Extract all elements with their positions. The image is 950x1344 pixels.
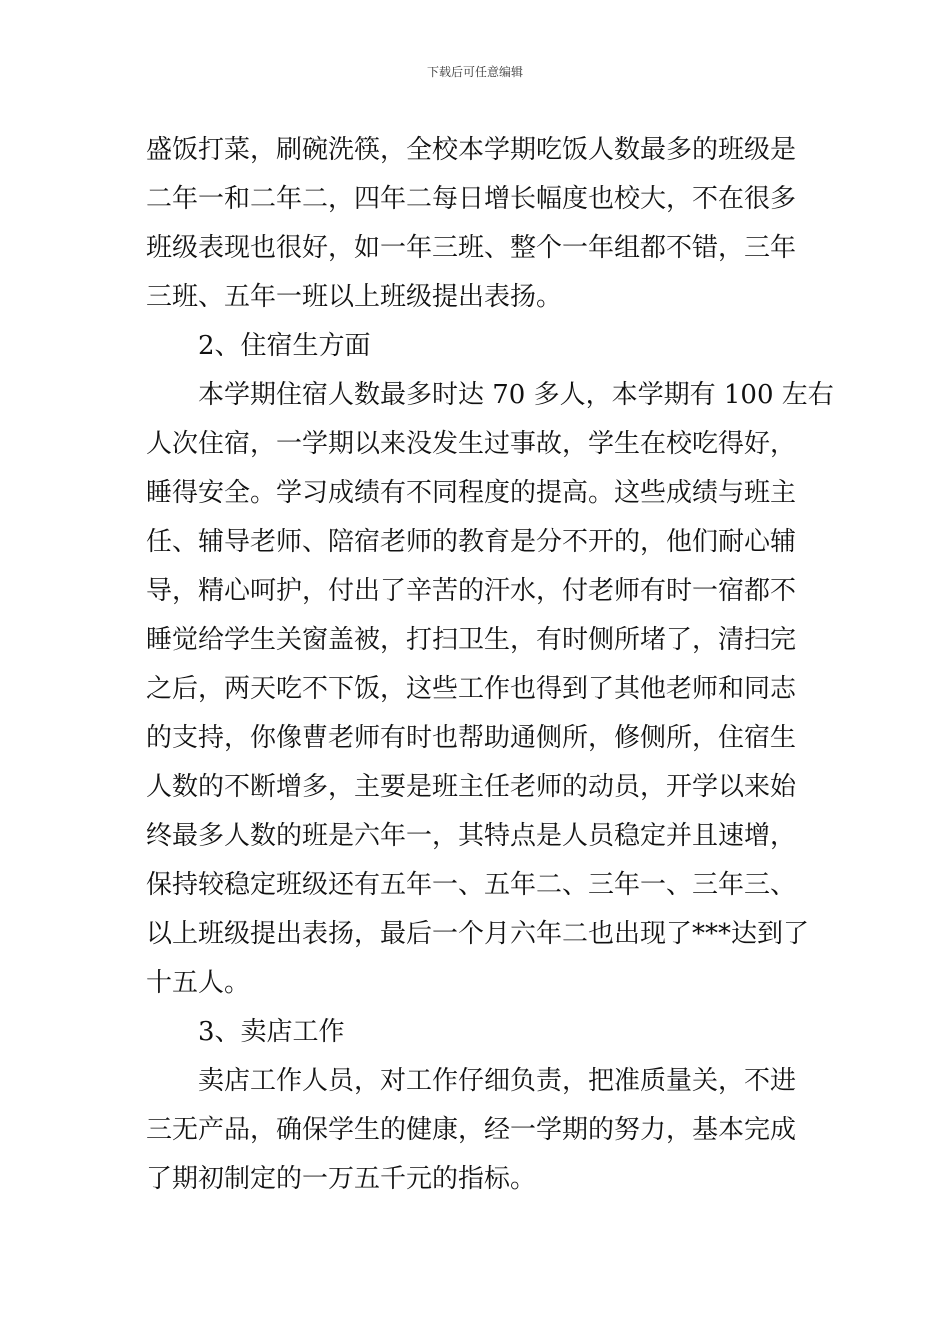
document-body: [146, 126, 834, 1204]
body-line: 任、辅导老师、陪宿老师的教育是分不开的，他们耐心辅: [146, 527, 797, 557]
body-line: 以上班级提出表扬，最后一个月六年二也出现了***达到了: [146, 919, 810, 949]
body-line: 人数的不断增多，主要是班主任老师的动员，开学以来始: [146, 772, 797, 802]
body-line: 保持较稳定班级还有五年一、五年二、三年一、三年三、: [146, 870, 797, 900]
body-line: 人次住宿，一学期以来没发生过事故，学生在校吃得好，: [146, 429, 797, 459]
body-line: 三班、五年一班以上班级提出表扬。: [146, 282, 563, 312]
section-heading-boarding: 2、住宿生方面: [198, 331, 371, 361]
body-line: 睡得安全。学习成绩有不同程度的提高。这些成绩与班主: [146, 478, 797, 508]
body-line: 了期初制定的一万五千元的指标。: [146, 1164, 537, 1194]
body-line: 盛饭打菜，刷碗洗筷，全校本学期吃饭人数最多的班级是: [146, 135, 797, 165]
body-line: 终最多人数的班是六年一，其特点是人员稳定并且速增，: [146, 821, 797, 851]
section-heading-store: 3、卖店工作: [198, 1017, 345, 1047]
body-line: 导，精心呵护，付出了辛苦的汗水，付老师有时一宿都不: [146, 576, 797, 606]
body-line: 二年一和二年二，四年二每日增长幅度也校大，不在很多: [146, 184, 797, 214]
body-line: 十五人。: [146, 968, 251, 998]
body-line: 睡觉给学生关窗盖被，打扫卫生，有时侧所堵了，清扫完: [146, 625, 797, 655]
page-header-note: 下载后可任意编辑: [426, 65, 523, 79]
body-line: 之后，两天吃不下饭，这些工作也得到了其他老师和同志: [146, 674, 797, 704]
body-line: 卖店工作人员，对工作仔细负责，把准质量关，不进: [198, 1066, 797, 1096]
body-line: 的支持，你像曹老师有时也帮助通侧所，修侧所，住宿生: [146, 723, 797, 753]
body-line: 本学期住宿人数最多时达 70 多人，本学期有 100 左右: [198, 380, 834, 410]
body-line: 班级表现也很好，如一年三班、整个一年组都不错，三年: [146, 233, 797, 263]
body-line: 三无产品，确保学生的健康，经一学期的努力，基本完成: [146, 1115, 797, 1145]
